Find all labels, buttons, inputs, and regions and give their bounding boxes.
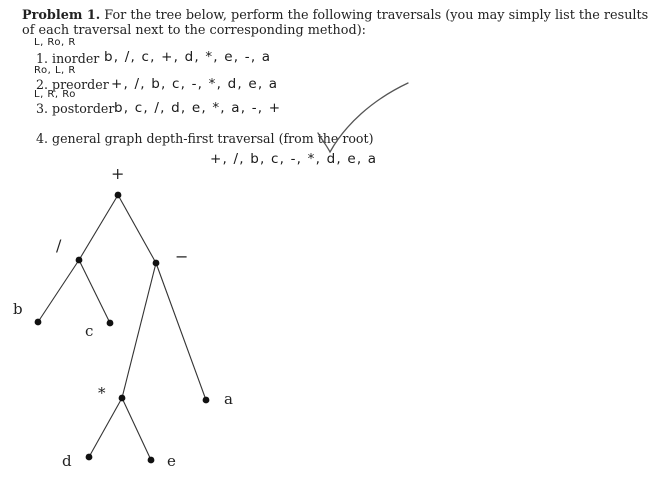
edge-plus-minus	[118, 195, 156, 263]
answer-dfs: +, /, b, c, -, *, d, e, a	[210, 151, 378, 167]
hint-inorder: L, Ro, R	[34, 37, 76, 48]
edge-star-d	[89, 398, 122, 457]
edge-star-e	[122, 398, 151, 460]
answer-preorder: +, /, b, c, -, *, d, e, a	[111, 76, 279, 92]
hint-preorder: Ro, L, R	[34, 65, 76, 76]
label-e: e	[167, 452, 176, 470]
node-a	[203, 397, 210, 404]
node-slash	[76, 257, 83, 264]
label-plus: +	[111, 164, 125, 183]
question-name: general graph depth-first traversal (from the root)	[52, 131, 374, 146]
node-d	[86, 454, 93, 461]
label-b: b	[13, 300, 23, 318]
edge-minus-a	[156, 263, 206, 400]
label-c: c	[85, 322, 94, 340]
edge-minus-star	[122, 263, 156, 398]
problem-text-line2: of each traversal next to the corresponding method):	[22, 23, 366, 38]
node-e	[148, 457, 155, 464]
label-minus: −	[175, 247, 189, 266]
answer-postorder: b, c, /, d, e, *, a, -, +	[114, 100, 282, 116]
label-d: d	[62, 452, 72, 470]
problem-label: Problem 1.	[22, 8, 101, 23]
node-star	[119, 395, 126, 402]
question-number: 2.	[36, 77, 49, 92]
question-name: preorder	[52, 77, 109, 92]
edge-slash-b	[38, 260, 79, 322]
label-star: *	[98, 384, 106, 402]
node-c	[107, 320, 114, 327]
tree-edges	[38, 195, 206, 460]
tree-nodes	[35, 192, 210, 464]
problem-text-line1: For the tree below, perform the following traversals (you may simply list the results	[104, 8, 648, 23]
question-name: inorder	[52, 51, 100, 66]
node-b	[35, 319, 42, 326]
answer-inorder: b, /, c, +, d, *, e, -, a	[104, 49, 272, 65]
edge-slash-c	[79, 260, 110, 323]
label-slash: /	[56, 236, 62, 255]
question-name: postorder	[52, 101, 115, 116]
edge-plus-slash	[79, 195, 118, 260]
question-number: 3.	[36, 101, 49, 116]
question-number: 4.	[36, 131, 49, 146]
node-minus	[153, 260, 160, 267]
label-a: a	[224, 390, 233, 408]
question-number: 1.	[36, 51, 49, 66]
hint-postorder: L, R, Ro	[34, 89, 76, 100]
node-plus	[115, 192, 122, 199]
